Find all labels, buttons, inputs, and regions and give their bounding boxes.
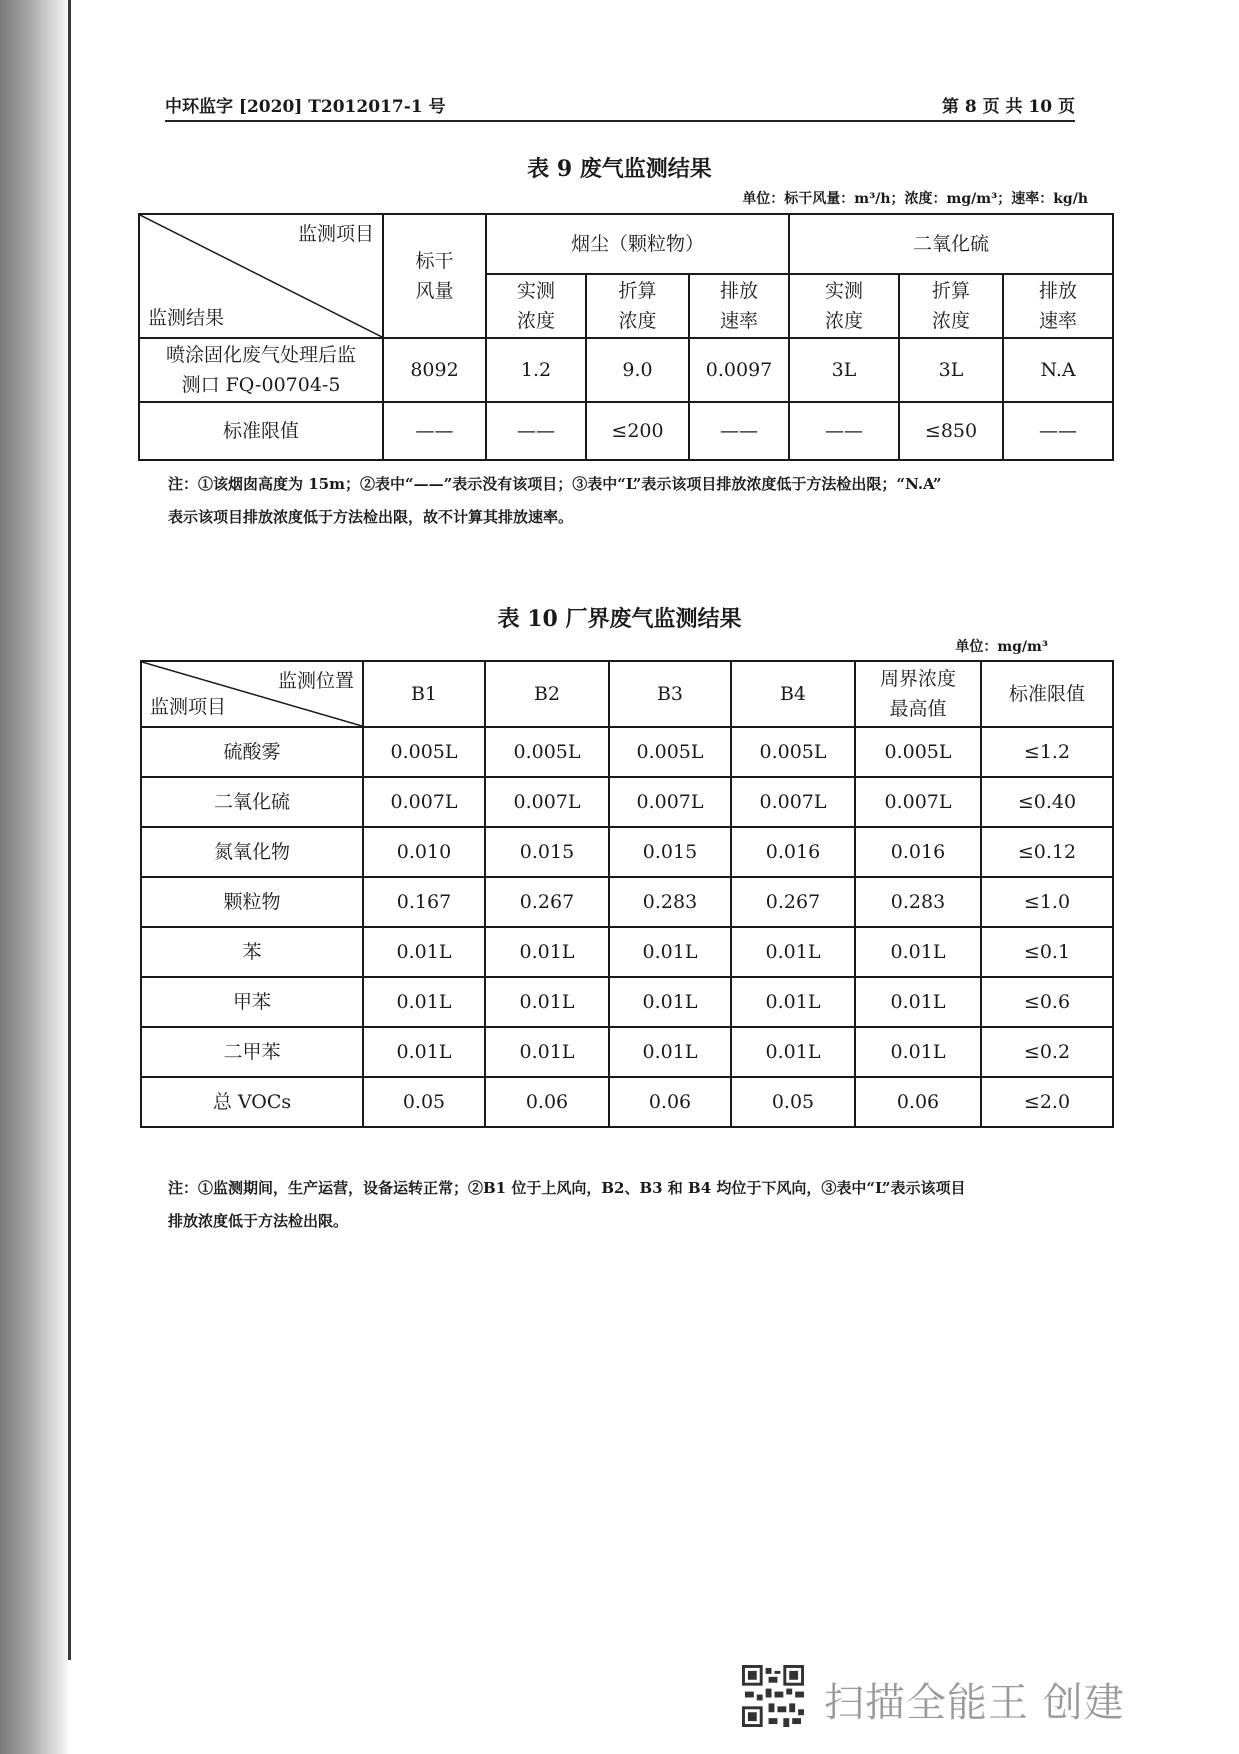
table-cell: 0.01L [485, 927, 609, 977]
scan-edge-line [68, 0, 71, 1660]
table-cell: ≤0.2 [981, 1027, 1113, 1077]
table-cell: 0.007L [731, 777, 855, 827]
qr-code-icon [742, 1665, 804, 1727]
table10-note-line2: 排放浓度低于方法检出限。 [168, 1212, 349, 1230]
table-cell: 0.167 [363, 877, 485, 927]
table-cell: 1.2 [486, 338, 586, 402]
table-cell: 8092 [383, 338, 486, 402]
table-row [141, 827, 1113, 877]
table9-subheader: 折算浓度 [586, 274, 689, 338]
table-cell: 0.267 [731, 877, 855, 927]
table-cell: 3L [899, 338, 1003, 402]
table-row [141, 877, 1113, 927]
table-cell: ≤1.2 [981, 727, 1113, 777]
table9-subheader: 实测浓度 [486, 274, 586, 338]
document-number: 中环监字 [2020] T2012017-1 号 [165, 97, 446, 117]
table9-corner-top: 监测项目 [297, 223, 374, 245]
table-cell: 0.005L [855, 727, 981, 777]
table9-unit: 单位：标干风量：m³/h；浓度：mg/m³；速率：kg/h [742, 191, 1088, 207]
table-row [141, 1077, 1113, 1127]
table-cell: 0.05 [731, 1077, 855, 1127]
table9-subheader: 实测浓度 [789, 274, 899, 338]
table9-title: 表 9 废气监测结果 [527, 156, 712, 182]
table-cell: ≤1.0 [981, 877, 1113, 927]
table10-corner-header [141, 661, 363, 727]
table-cell: 0.010 [363, 827, 485, 877]
table-cell: 0.007L [485, 777, 609, 827]
table-cell: ≤0.1 [981, 927, 1113, 977]
table-row [141, 977, 1113, 1027]
table9-subheader: 排放速率 [1003, 274, 1113, 338]
table-cell: 0.01L [609, 1027, 731, 1077]
table10-row-label: 氮氧化物 [141, 827, 363, 877]
table-cell: 0.01L [855, 927, 981, 977]
table-cell: ≤0.40 [981, 777, 1113, 827]
table9-header-so2: 二氧化硫 [789, 214, 1113, 274]
table-cell: 9.0 [586, 338, 689, 402]
table-cell: 0.05 [363, 1077, 485, 1127]
table-cell: ≤2.0 [981, 1077, 1113, 1127]
table-cell: 0.01L [363, 977, 485, 1027]
table-cell: ≤0.6 [981, 977, 1113, 1027]
table-cell: 0.01L [731, 977, 855, 1027]
table10-row-label: 二氧化硫 [141, 777, 363, 827]
table-cell: —— [1003, 402, 1113, 460]
table10-title: 表 10 厂界废气监测结果 [497, 606, 742, 632]
table9-header-flow: 标干风量 [383, 214, 486, 338]
table-cell: 0.015 [485, 827, 609, 877]
table10 [140, 660, 1114, 1128]
table10-row-label: 颗粒物 [141, 877, 363, 927]
watermark-text: 扫描全能王 创建 [824, 1680, 1125, 1726]
table-cell: 0.283 [609, 877, 731, 927]
table10-row-label: 苯 [141, 927, 363, 977]
table10-header: B3 [609, 661, 731, 727]
table9-note [168, 468, 1088, 534]
table-cell: ≤0.12 [981, 827, 1113, 877]
table10-note [168, 1172, 1088, 1238]
table-row [141, 727, 1113, 777]
table-row [141, 1027, 1113, 1077]
table-cell: 0.01L [609, 977, 731, 1027]
table-cell: 0.01L [609, 927, 731, 977]
table-cell: 0.01L [731, 927, 855, 977]
table-cell: 0.005L [731, 727, 855, 777]
page-header [165, 90, 1075, 122]
table-row [141, 777, 1113, 827]
table-cell: 0.01L [363, 1027, 485, 1077]
table-cell: —— [383, 402, 486, 460]
table9-corner-header [139, 214, 383, 338]
table10-row-label: 总 VOCs [141, 1077, 363, 1127]
table-row [141, 927, 1113, 977]
table-row [139, 338, 1113, 402]
table-cell: 0.06 [609, 1077, 731, 1127]
table-row [139, 402, 1113, 460]
table-cell: 0.01L [855, 977, 981, 1027]
table-cell: —— [689, 402, 789, 460]
table-cell: 0.06 [855, 1077, 981, 1127]
table-cell: 3L [789, 338, 899, 402]
table-cell: ≤200 [586, 402, 689, 460]
table9-header-dust: 烟尘（颗粒物） [486, 214, 789, 274]
table-cell: 0.0097 [689, 338, 789, 402]
table10-row-label: 甲苯 [141, 977, 363, 1027]
table9-subheader: 排放速率 [689, 274, 789, 338]
scan-shadow [0, 0, 70, 1754]
table-cell: 0.016 [731, 827, 855, 877]
table-cell: 0.007L [609, 777, 731, 827]
table-cell: —— [486, 402, 586, 460]
table10-row-label: 硫酸雾 [141, 727, 363, 777]
table-cell: 0.01L [363, 927, 485, 977]
table-cell: 0.005L [609, 727, 731, 777]
table10-unit: 单位：mg/m³ [955, 639, 1048, 655]
table-cell: 0.01L [485, 1027, 609, 1077]
table10-header: 周界浓度最高值 [855, 661, 981, 727]
table-cell: 0.015 [609, 827, 731, 877]
table-cell: 0.016 [855, 827, 981, 877]
table10-header: B2 [485, 661, 609, 727]
table-cell: 0.01L [731, 1027, 855, 1077]
table-cell: 0.007L [363, 777, 485, 827]
page-number: 第 8 页 共 10 页 [941, 97, 1075, 117]
table-cell: —— [789, 402, 899, 460]
table-cell: N.A [1003, 338, 1113, 402]
table-cell: 0.283 [855, 877, 981, 927]
table10-corner-top: 监测位置 [277, 670, 354, 692]
table10-corner-bottom: 监测项目 [150, 696, 227, 718]
table-cell: 0.267 [485, 877, 609, 927]
table9-row-label: 标准限值 [139, 402, 383, 460]
table-cell: 0.005L [485, 727, 609, 777]
table-cell: 0.007L [855, 777, 981, 827]
table10-row-label: 二甲苯 [141, 1027, 363, 1077]
table-cell: 0.005L [363, 727, 485, 777]
table10-header: B4 [731, 661, 855, 727]
table9 [138, 213, 1114, 461]
table-cell: 0.06 [485, 1077, 609, 1127]
table9-note-line1: 注：①该烟囱高度为 15m；②表中“——”表示没有该项目；③表中“L”表示该项目排放浓度低于方法检出限；“N.A” [168, 475, 942, 493]
table-cell: ≤850 [899, 402, 1003, 460]
table10-note-line1: 注：①监测期间，生产运营，设备运转正常；②B1 位于上风向，B2、B3 和 B4 均位于下风向，③表中“L”表示该项目 [168, 1179, 966, 1197]
table10-header: 标准限值 [981, 661, 1113, 727]
table9-note-line2: 表示该项目排放浓度低于方法检出限，故不计算其排放速率。 [168, 508, 574, 526]
table9-subheader: 折算浓度 [899, 274, 1003, 338]
table9-row-label: 喷涂固化废气处理后监测口 FQ-00704-5 [139, 338, 383, 402]
table-cell: 0.01L [855, 1027, 981, 1077]
table9-corner-bottom: 监测结果 [148, 307, 225, 329]
table10-header: B1 [363, 661, 485, 727]
table-cell: 0.01L [485, 977, 609, 1027]
